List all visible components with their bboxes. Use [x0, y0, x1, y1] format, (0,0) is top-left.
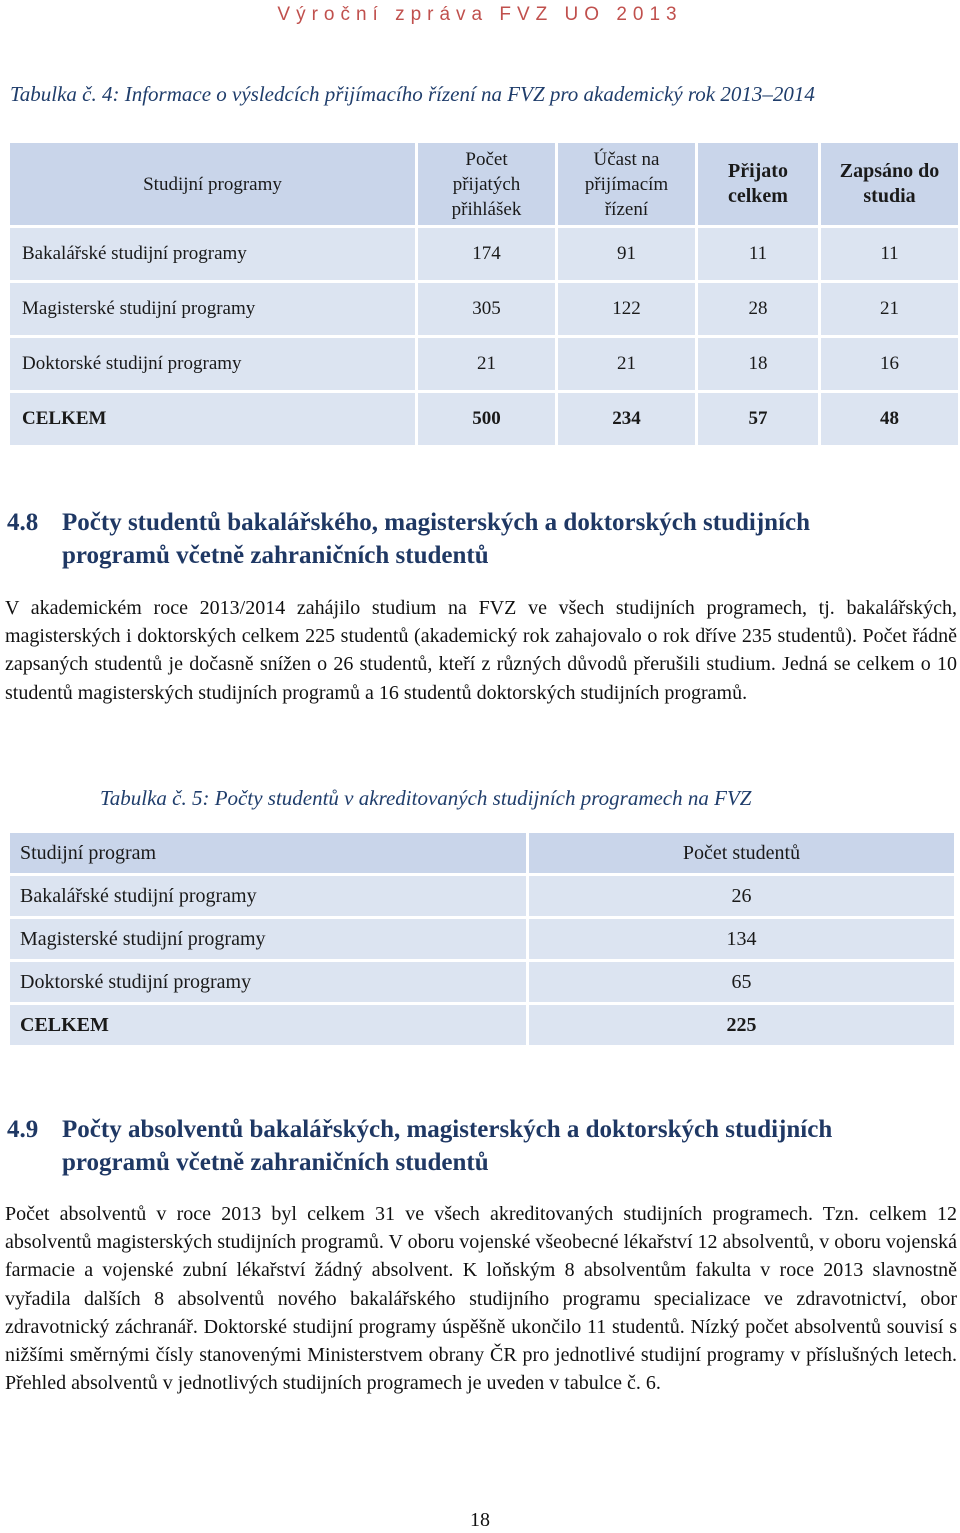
row-label: Bakalářské studijní programy — [10, 228, 415, 280]
section-title-line1: Počty studentů bakalářského, magisterských a doktorských studijních — [62, 509, 811, 536]
cell-attendance: 91 — [558, 228, 695, 280]
cell-student-count: 26 — [529, 876, 954, 916]
cell-admitted: 11 — [698, 228, 818, 280]
cell-attendance: 21 — [558, 338, 695, 390]
section-title-line1: Počty absolventů bakalářských, magisterských a doktorských studijních — [62, 1116, 833, 1143]
table-total-row — [10, 393, 958, 445]
total-student-count: 225 — [529, 1005, 954, 1045]
total-enrolled: 48 — [821, 393, 958, 445]
total-attendance: 234 — [558, 393, 695, 445]
section-number: 4.9 — [7, 1116, 39, 1143]
section-heading-4-9 — [7, 1113, 947, 1179]
running-header: Výroční zpráva FVZ UO 2013 — [277, 4, 683, 25]
table4-caption: Tabulka č. 4: Informace o výsledcích přijímacího řízení na FVZ pro akademický rok 2013–2014 — [10, 82, 815, 106]
section-4-8-paragraph: V akademickém roce 2013/2014 zahájilo studium na FVZ ve všech studijních programech, tj. bakalářských, magisterských i doktorských celkem 225 studentů (akademický rok zahajovalo o rok dříve 235 studentů). Počet řádně zapsaných studentů je dočasně snížen o 26 studentů, kteří z různých důvodů přerušili studium. Jedná se celkem o 10 studentů magisterských studijních programů a 16 studentů doktorských studijních programů. — [5, 597, 957, 704]
section-4-9-paragraph: Počet absolventů v roce 2013 byl celkem 31 ve všech akreditovaných studijních programech. Tzn. celkem 12 absolventů magisterských studijních programů. V oboru vojenské všeobecné lékařství 12 absolventů, v oboru vojenská farmacie a vojenské zubní lékařství žádný absolvent. K loňským 8 absolventům fakulta v roce 2013 slavnostně vyřadila dalších 8 absolventů nového bakalářského studijního programu specializace ve zdravotnictví, obor zdravotnický záchranář. Doktorské studijní programy úspěšně ukončilo 11 studentů. Nízký počet absolventů souvisí s nižšími směrnými čísly stanovenými Ministerstvem obrany ČR pro jednotlivé studijní programy v příslušných letech. Přehled absolventů v jednotlivých studijních programech je uveden v tabulce č. 6. — [5, 1203, 957, 1395]
header-student-count: Počet studentů — [529, 833, 954, 873]
table-row — [10, 962, 954, 1002]
row-label: Magisterské studijní programy — [10, 283, 415, 335]
cell-applications: 305 — [418, 283, 555, 335]
header-programs: Studijní programy — [10, 143, 415, 225]
cell-admitted: 28 — [698, 283, 818, 335]
cell-student-count: 65 — [529, 962, 954, 1002]
section-title-line2: programů včetně zahraničních studentů — [62, 1149, 489, 1176]
table-row — [10, 283, 958, 335]
header-program: Studijní program — [10, 833, 526, 873]
cell-enrolled: 21 — [821, 283, 958, 335]
student-counts-table — [7, 830, 957, 1048]
header-admitted: Přijato celkem — [698, 143, 818, 225]
cell-enrolled: 11 — [821, 228, 958, 280]
table-header-row — [10, 143, 958, 225]
table-header-row — [10, 833, 954, 873]
cell-applications: 21 — [418, 338, 555, 390]
table5-caption: Tabulka č. 5: Počty studentů v akreditovaných studijních programech na FVZ — [100, 786, 752, 810]
cell-enrolled: 16 — [821, 338, 958, 390]
row-label: Doktorské studijní programy — [10, 338, 415, 390]
page-number: 18 — [470, 1509, 490, 1531]
total-label: CELKEM — [10, 393, 415, 445]
header-enrolled: Zapsáno do studia — [821, 143, 958, 225]
row-label: Doktorské studijní programy — [10, 962, 526, 1002]
section-title-line2: programů včetně zahraničních studentů — [62, 542, 489, 569]
table-row — [10, 228, 958, 280]
table-row — [10, 338, 958, 390]
total-admitted: 57 — [698, 393, 818, 445]
row-label: Magisterské studijní programy — [10, 919, 526, 959]
section-heading-4-8 — [7, 506, 947, 572]
header-applications: Počet přijatých přihlášek — [418, 143, 555, 225]
cell-student-count: 134 — [529, 919, 954, 959]
table-total-row — [10, 1005, 954, 1045]
cell-admitted: 18 — [698, 338, 818, 390]
cell-attendance: 122 — [558, 283, 695, 335]
table-row — [10, 876, 954, 916]
row-label: Bakalářské studijní programy — [10, 876, 526, 916]
admissions-table — [7, 140, 960, 448]
total-label: CELKEM — [10, 1005, 526, 1045]
total-applications: 500 — [418, 393, 555, 445]
section-number: 4.8 — [7, 509, 39, 536]
table-row — [10, 919, 954, 959]
cell-applications: 174 — [418, 228, 555, 280]
header-attendance: Účast na přijímacím řízení — [558, 143, 695, 225]
